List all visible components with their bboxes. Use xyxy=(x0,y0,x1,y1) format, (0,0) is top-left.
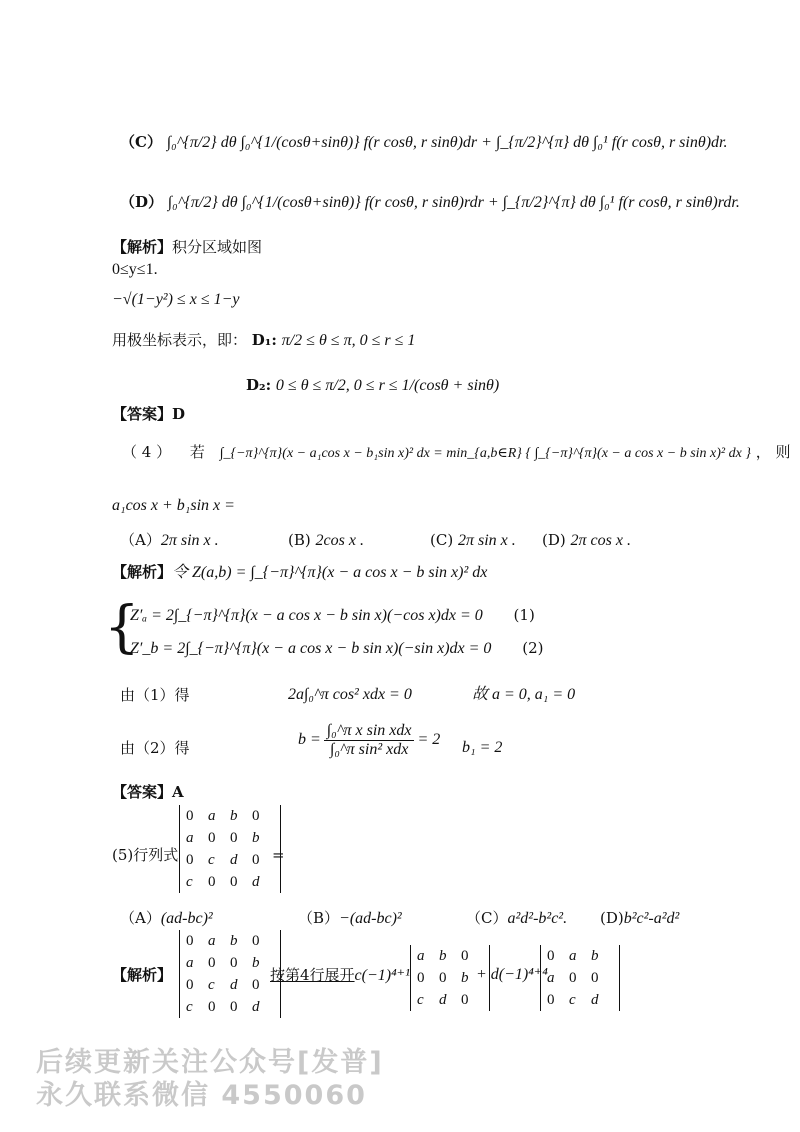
minor2-row xyxy=(547,945,613,967)
d2-expr: 0 ≤ θ ≤ π/2, 0 ≤ r ≤ 1/(cosθ + sinθ) xyxy=(275,377,500,394)
system-brace: { xyxy=(104,595,140,660)
q5-matrix-row xyxy=(186,849,274,871)
analysis-text: 积分区域如图 xyxy=(172,238,263,256)
q5-matrix-cell: b xyxy=(252,829,260,846)
q4-line1 xyxy=(122,442,791,464)
minor2-cell: d xyxy=(591,991,599,1008)
minor1-cell: b xyxy=(439,947,447,964)
from1-label: 由（1）得 xyxy=(120,686,190,704)
minor1-cell: 0 xyxy=(461,991,469,1008)
analysis5-determinant xyxy=(179,930,281,1018)
analysis4-eq2 xyxy=(130,638,543,659)
minor2-cell: a xyxy=(547,969,555,986)
answer-value: D xyxy=(172,405,186,423)
analysis5-matrix-row xyxy=(186,996,274,1018)
q5-matrix-row xyxy=(186,871,274,893)
polar-intro: 用极坐标表示，即： xyxy=(112,331,248,349)
from2-lhs: b = xyxy=(298,731,321,749)
minor2-cell: a xyxy=(569,947,577,964)
analysis3-line1: 0≤y≤1. xyxy=(112,261,158,278)
analysis5-matrix-cell: a xyxy=(208,932,216,949)
q5-prefix: (5)行列式 xyxy=(112,846,179,864)
from2-fraction xyxy=(324,722,415,758)
analysis4-eq1 xyxy=(130,605,535,626)
q5-suffix: = xyxy=(272,846,285,864)
expand-text: 按第4行展开 xyxy=(270,966,355,984)
analysis3-d1 xyxy=(112,330,415,351)
q5-matrix-cell: 0 xyxy=(230,829,238,846)
q5-determinant xyxy=(179,805,281,893)
from2-denominator: ∫₀^π sin² xdx xyxy=(329,740,409,758)
q5-matrix-cell: b xyxy=(230,807,238,824)
analysis5-matrix-cell: d xyxy=(252,998,260,1015)
minor1-row xyxy=(417,989,483,1011)
minor2-cell: 0 xyxy=(547,947,555,964)
analysis5-tag: 【解析】 xyxy=(112,966,173,984)
analysis5-matrix-row xyxy=(186,930,274,952)
q5-matrix-cell: 0 xyxy=(208,829,216,846)
d1-expr: π/2 ≤ θ ≤ π, 0 ≤ r ≤ 1 xyxy=(281,332,416,349)
answer4 xyxy=(112,782,184,802)
answer-tag: 【答案】 xyxy=(112,783,173,801)
analysis5-matrix-cell: 0 xyxy=(186,932,194,949)
q4-expr: ∫_{−π}^{π}(x − a₁cos x − b₁sin x)² dx = min_{a,b∈R} { ∫_{−π}^{π}(x − a cos x − b sin x)² dx } xyxy=(219,446,751,461)
answer-value: A xyxy=(172,783,184,801)
analysis5-matrix-cell: 0 xyxy=(208,998,216,1015)
q5-matrix-cell: a xyxy=(186,829,194,846)
minor2-cell: 0 xyxy=(591,969,599,986)
analysis5-matrix-cell: 0 xyxy=(252,976,260,993)
eq1-expr: Z′ₐ = 2∫_{−π}^{π}(x − a cos x − b sin x)(−cos x)dx = 0 xyxy=(130,607,483,624)
analysis5-matrix-cell: 0 xyxy=(252,932,260,949)
analysis3-heading xyxy=(112,237,262,257)
q4-option-b: (B) 2cos x . xyxy=(288,531,364,549)
watermark-line1: 后续更新关注公众号[发普] xyxy=(36,1047,384,1078)
d1-label: D₁: xyxy=(251,331,277,349)
minor1-cell: 0 xyxy=(461,947,469,964)
q5-matrix-cell: 0 xyxy=(230,873,238,890)
q5-option-c: （C）a²d²-b²c². xyxy=(466,909,568,927)
q5-matrix-cell: d xyxy=(252,873,260,890)
option-d-label: （D） xyxy=(120,193,164,211)
minor2-row xyxy=(547,989,613,1011)
analysis5-matrix-cell: 0 xyxy=(186,976,194,993)
analysis5-expansion xyxy=(270,965,410,986)
analysis3-line2: −√(1−y²) ≤ x ≤ 1−y xyxy=(112,291,240,308)
analysis4-intro-expr: 令 Z(a,b) = ∫_{−π}^{π}(x − a cos x − b sin x)² dx xyxy=(172,564,488,581)
q5-matrix-cell: c xyxy=(186,873,193,890)
q4-option-a: （A）2π sin x . xyxy=(120,531,219,549)
minor1-row xyxy=(417,945,483,967)
analysis5-matrix-row xyxy=(186,952,274,974)
minor1-cell: c xyxy=(417,991,424,1008)
from2-rhs: = 2 xyxy=(417,731,441,749)
analysis4-from2 xyxy=(120,738,190,758)
answer-tag: 【答案】 xyxy=(112,405,173,423)
analysis5-matrix-cell: c xyxy=(208,976,215,993)
q5-matrix-cell: d xyxy=(230,851,238,868)
eq2-number: (2) xyxy=(522,639,544,657)
q4-option-c: (C) 2π sin x . xyxy=(430,531,516,549)
minor2-row xyxy=(547,967,613,989)
analysis5-matrix-cell: 0 xyxy=(230,954,238,971)
q5-option-d: (D)b²c²-a²d² xyxy=(600,909,680,927)
q5-matrix-cell: 0 xyxy=(186,851,194,868)
from2-label: 由（2）得 xyxy=(120,739,190,757)
answer3 xyxy=(112,404,185,424)
q5-option-b: （B）−(ad-bc)² xyxy=(298,909,402,927)
q5-matrix-cell: a xyxy=(208,807,216,824)
from2-expr xyxy=(298,722,440,758)
q5-matrix-cell: c xyxy=(208,851,215,868)
minor2-determinant xyxy=(540,945,620,1011)
analysis5-matrix-cell: b xyxy=(252,954,260,971)
analysis5-matrix-cell: d xyxy=(230,976,238,993)
minor1-row xyxy=(417,967,483,989)
minor1-cell: 0 xyxy=(439,969,447,986)
q5-matrix-cell: 0 xyxy=(208,873,216,890)
term1: c(−1)⁴⁺¹ xyxy=(354,967,410,984)
analysis5-matrix-row xyxy=(186,974,274,996)
q5-matrix-row xyxy=(186,805,274,827)
option-c-label: （C） xyxy=(120,133,162,151)
minor1-cell: d xyxy=(439,991,447,1008)
from1-result: 故 a = 0, a₁ = 0 xyxy=(472,686,576,703)
analysis5-matrix-cell: a xyxy=(186,954,194,971)
option-d-expr: ∫₀^{π/2} dθ ∫₀^{1/(cosθ+sinθ)} f(r cosθ, r sinθ)rdr + ∫_{π/2}^{π} dθ ∫₀¹ f(r cosθ, r sinθ)rdr. xyxy=(167,194,740,211)
q4-line2: a₁cos x + b₁sin x = xyxy=(112,497,235,514)
analysis5-matrix-cell: c xyxy=(186,998,193,1015)
minor2-cell: 0 xyxy=(547,991,555,1008)
from1-expr: 2a∫₀^π cos² xdx = 0 xyxy=(288,686,412,703)
analysis5-matrix-cell: 0 xyxy=(208,954,216,971)
option-d xyxy=(120,192,740,213)
d2-label: D₂: xyxy=(246,376,272,394)
q5-option-a: （A）(ad-bc)² xyxy=(120,909,213,927)
analysis4-from1 xyxy=(120,685,190,705)
minor1-cell: b xyxy=(461,969,469,986)
q4-option-d: (D) 2π cos x . xyxy=(542,531,631,549)
analysis5-matrix-cell: 0 xyxy=(230,998,238,1015)
analysis3-d2 xyxy=(246,375,499,396)
q5-matrix-cell: 0 xyxy=(186,807,194,824)
minor1-cell: 0 xyxy=(417,969,425,986)
minor2-cell: 0 xyxy=(569,969,577,986)
option-c xyxy=(120,132,727,153)
q4-then: ， 则 xyxy=(755,443,791,461)
from2-numerator: ∫₀^π x sin xdx xyxy=(324,722,415,741)
q5-matrix-cell: 0 xyxy=(252,851,260,868)
analysis-tag: 【解析】 xyxy=(112,238,173,256)
from2-result: b₁ = 2 xyxy=(462,739,503,756)
option-c-expr: ∫₀^{π/2} dθ ∫₀^{1/(cosθ+sinθ)} f(r cosθ, r sinθ)dr + ∫_{π/2}^{π} dθ ∫₀¹ f(r cosθ, r sinθ)dr. xyxy=(166,134,728,151)
analysis4-intro xyxy=(112,562,487,583)
watermark-line2: 永久联系微信 4550060 xyxy=(36,1080,367,1111)
eq1-number: (1) xyxy=(513,606,535,624)
q5-matrix-row xyxy=(186,827,274,849)
q4-if: 若 xyxy=(189,443,205,461)
minor2-cell: c xyxy=(569,991,576,1008)
analysis-tag: 【解析】 xyxy=(112,563,173,581)
term2: + d(−1)⁴⁺⁴ xyxy=(476,966,548,983)
minor1-cell: a xyxy=(417,947,425,964)
analysis5-matrix-cell: b xyxy=(230,932,238,949)
q4-number: （ 4 ） xyxy=(122,443,172,461)
q5-matrix-cell: 0 xyxy=(252,807,260,824)
eq2-expr: Z′_b = 2∫_{−π}^{π}(x − a cos x − b sin x)(−sin x)dx = 0 xyxy=(130,640,492,657)
minor2-cell: b xyxy=(591,947,599,964)
